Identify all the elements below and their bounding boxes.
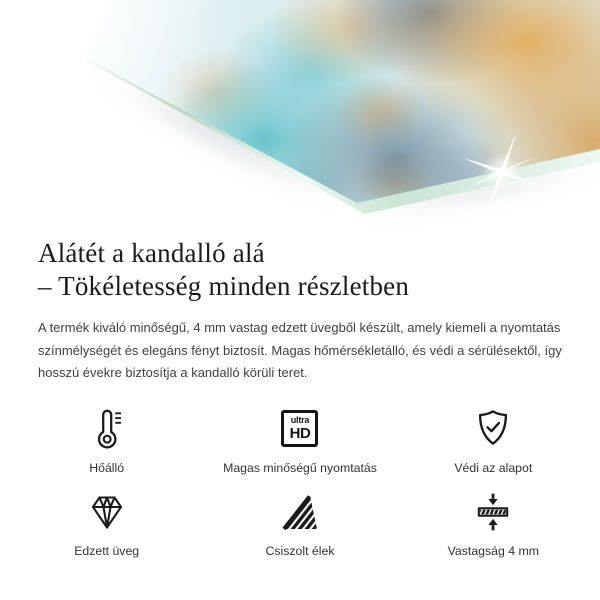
sparkle-icon <box>458 128 546 216</box>
page-title <box>38 237 560 303</box>
description-line: hosszú évekre biztosítja a kandalló körüli teret. <box>38 365 308 380</box>
polished-edges-icon <box>280 489 320 535</box>
description-line: A termék kiváló minőségű, 4 mm vastag edzett üvegből készült, amely kiemeli a nyomtatás <box>38 320 561 335</box>
feature-heat-resistant <box>10 406 203 475</box>
ultra-hd-text-small: ultra <box>290 415 310 425</box>
product-description <box>38 317 560 385</box>
feature-print-quality <box>203 406 396 475</box>
diamond-icon <box>86 489 128 535</box>
ultra-hd-text-large: HD <box>289 425 311 442</box>
thermometer-icon <box>88 406 126 452</box>
feature-polished-edges <box>203 489 396 558</box>
feature-label: Védi az alapot <box>454 460 533 475</box>
features-grid <box>0 406 600 558</box>
product-photo <box>0 0 600 233</box>
product-info-section <box>0 233 600 385</box>
feature-tempered-glass <box>10 489 203 558</box>
feature-thickness <box>397 489 590 558</box>
description-line: színmélységét és elegáns fényt biztosít. Magas hőmérsékletálló, és védi a sérülésektől, így <box>38 342 562 358</box>
thickness-icon <box>472 489 514 535</box>
page-title-line2: – Tökéletesség minden részletben <box>38 271 410 301</box>
feature-label: Edzett üveg <box>74 543 140 558</box>
feature-label: Vastagság 4 mm <box>447 543 539 558</box>
feature-label: Magas minőségű nyomtatás <box>223 460 377 475</box>
page-title-line1: Alátét a kandalló alá <box>38 238 265 268</box>
feature-base-protection <box>397 406 590 475</box>
ultra-hd-icon <box>281 406 318 452</box>
feature-label: Hőálló <box>89 460 125 475</box>
feature-label: Csiszolt élek <box>265 543 335 558</box>
shield-check-icon <box>473 406 513 452</box>
